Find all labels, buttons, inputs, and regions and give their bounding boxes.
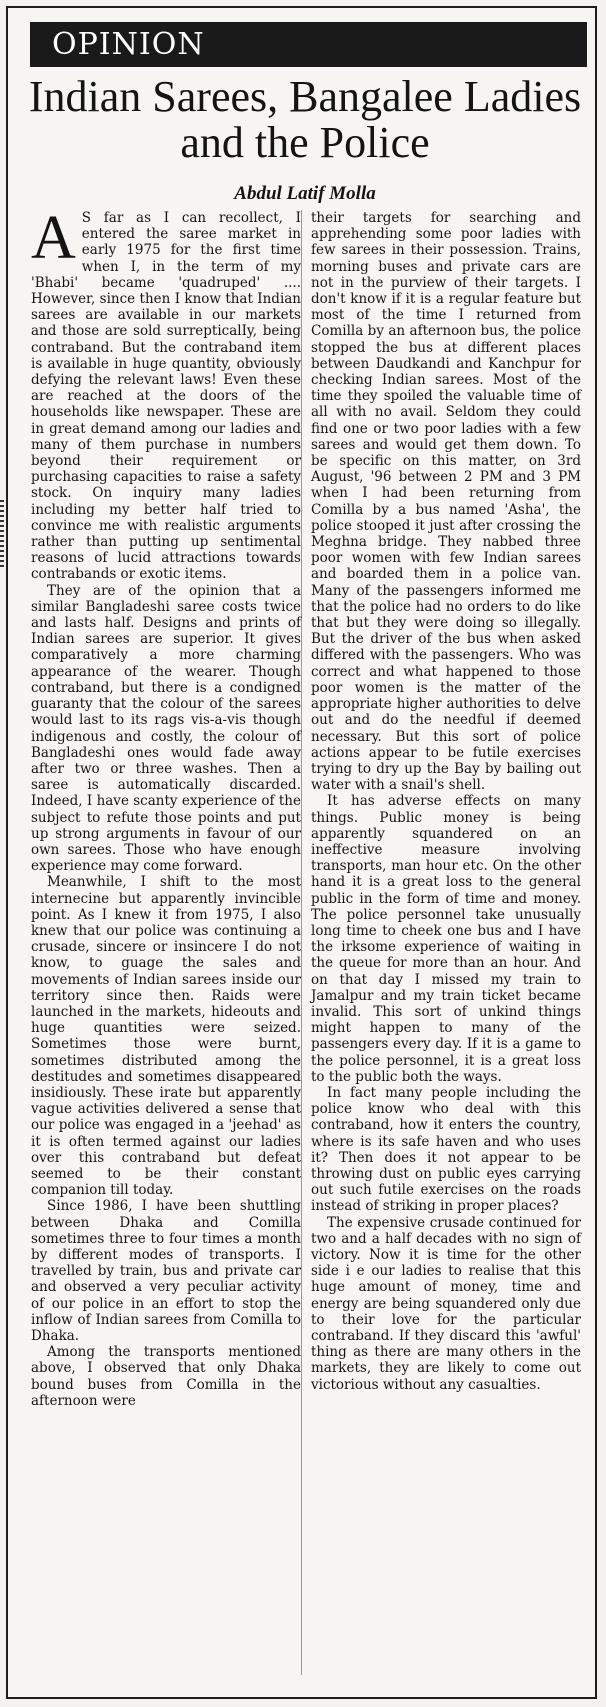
article-paragraph: It has adverse effects on many things. Public money is being apparently squandered on an ineffective measure involving transports, man hour etc. On the other hand it is a great loss to the general public in the form of time and money. The police personnel take unusually long time to cheek one bus and I have the irksome experience of waiting in the queue for more than an hour. And on that day I missed my train to Jamalpur and my train ticket became invalid. This sort of unkind things might happen to many of the passengers every day. If it is a game to the police personnel, it is a great loss to the public both the ways. xyxy=(311,793,581,1085)
article-paragraph-continued: their targets for searching and apprehending some poor ladies with few sarees in their possession. Trains, morning buses and private cars are not in the purview of their targets. I don't know if it is a regular feature but most of the time I returned from Comilla by an afternoon bus, the police stopped the bus at different places between Daudkandi and Kanchpur for checking Indian sarees. Most of the time they spoiled the valuable time of all with no avail. Seldom they could find one or two poor ladies with a few sarees and would get them down. To be specific on this matter, on 3rd August, '96 between 2 PM and 3 PM when I had been returning from Comilla by a bus named 'Asha', the police stooped it just after crossing the Meghna bridge. They nabbed three poor women with few Indian sarees and boarded them in a police van. Many of the passengers informed me that the police had no orders to do like that but they were doing so illegally. But the driver of the bus when asked differed with the passengers. Who was correct and what happened to those poor women is the matter of the appropriate higher authorities to delve out and do the needful if deemed necessary. But this sort of police actions appear to be futile exercises trying to dry up the Bay by bailing out water with a snail's shell. xyxy=(311,210,581,794)
section-label: OPINION xyxy=(52,27,205,62)
column-divider xyxy=(301,210,302,1675)
article-paragraph: In fact many people including the police know who deal with this contraband, how it enters the country, where is its safe haven and who uses it? Then does it not appear to be throwing dust on public eyes carrying out such futile exercises on the roads instead of striking in proper places? xyxy=(311,1084,581,1215)
article-paragraph: Since 1986, I have been shuttling between Dhaka and Comilla sometimes three to four times a month by different modes of transports. I travelled by train, bus and private car and observed a very peculiar activity of our police in an effort to stop the inflow of Indian sarees from Comilla to Dhaka. xyxy=(31,1198,301,1345)
article-column-right xyxy=(311,210,581,1393)
article-paragraph: Meanwhile, I shift to the most internecine but apparently invincible point. As I knew it from 1975, I also knew that our police was continuing a crusade, sincere or insincere I do not know, to guage the sales and movements of Indian sarees inside our territory since then. Raids were launched in the markets, hideouts and huge quantities were seized. Sometimes those were burnt, sometimes distributed among the destitudes and sometimes disappeared insidiously. These irate but apparently vague activities delivered a sense that our police was engaged in a 'jeehad' as it is often termed against our ladies over this contraband but defeat seemed to be their constant companion till today. xyxy=(31,874,301,1199)
byline: Abdul Latif Molla xyxy=(234,183,376,204)
section-banner xyxy=(30,22,587,67)
margin-marks xyxy=(0,500,4,570)
article-paragraph: Among the transports mentioned above, I observed that only Dhaka bound buses from Comilla in the afternoon were xyxy=(31,1344,301,1409)
paragraph-text: S far as I can recollect, I entered the saree market in early 1975 for the first time when I, in the term of my 'Bhabi' became 'quadruped' .... However, since then I know that Indian sarees are available in our markets and those are sold surrepticalIy, being contraband. But the contraband item is available in huge quantity, obviously defying the relevant laws! Even these are reached at the doors of the households like newspaper. These are in great demand among our ladies and many of them purchase in numbers beyond their requirement or purchasing capacities to raise a safety stock. On inquiry many ladies including my better half tried to convince me with realistic arguments rather than putting up sentimental reasons of lucid attractions towards contrabands or exotic items. xyxy=(31,210,301,583)
drop-cap: A xyxy=(31,204,76,272)
headline: Indian Sarees, Bangalee Ladies and the Police xyxy=(28,72,582,167)
article-paragraph xyxy=(31,204,301,583)
article-column-left xyxy=(31,204,301,1409)
article-paragraph: The expensive crusade continued for two and a half decades with no sign of victory. Now it is time for the other side i e our ladies to realise that this huge amount of money, time and energy are being squandered only due to their love for the particular contraband. If they discard this 'awful' thing as there are many others in the markets, they are likely to come out victorious without any casualties. xyxy=(311,1214,581,1393)
article-paragraph: They are of the opinion that a similar Bangladeshi saree costs twice and lasts half. Designs and prints of Indian sarees are superior. It gives comparatively a more charming appearance of the wearer. Though contraband, but there is a condigned guaranty that the colour of the sarees would last to its rags vis-a-vis though indigenous and costly, the colour of Bangladeshi ones would fade away after two or three washes. Then a saree is automatically discarded. Indeed, I have scanty experience of the subject to refute those points and put up strong arguments in favour of our own sarees. Those who have enough experience may come forward. xyxy=(31,582,301,875)
